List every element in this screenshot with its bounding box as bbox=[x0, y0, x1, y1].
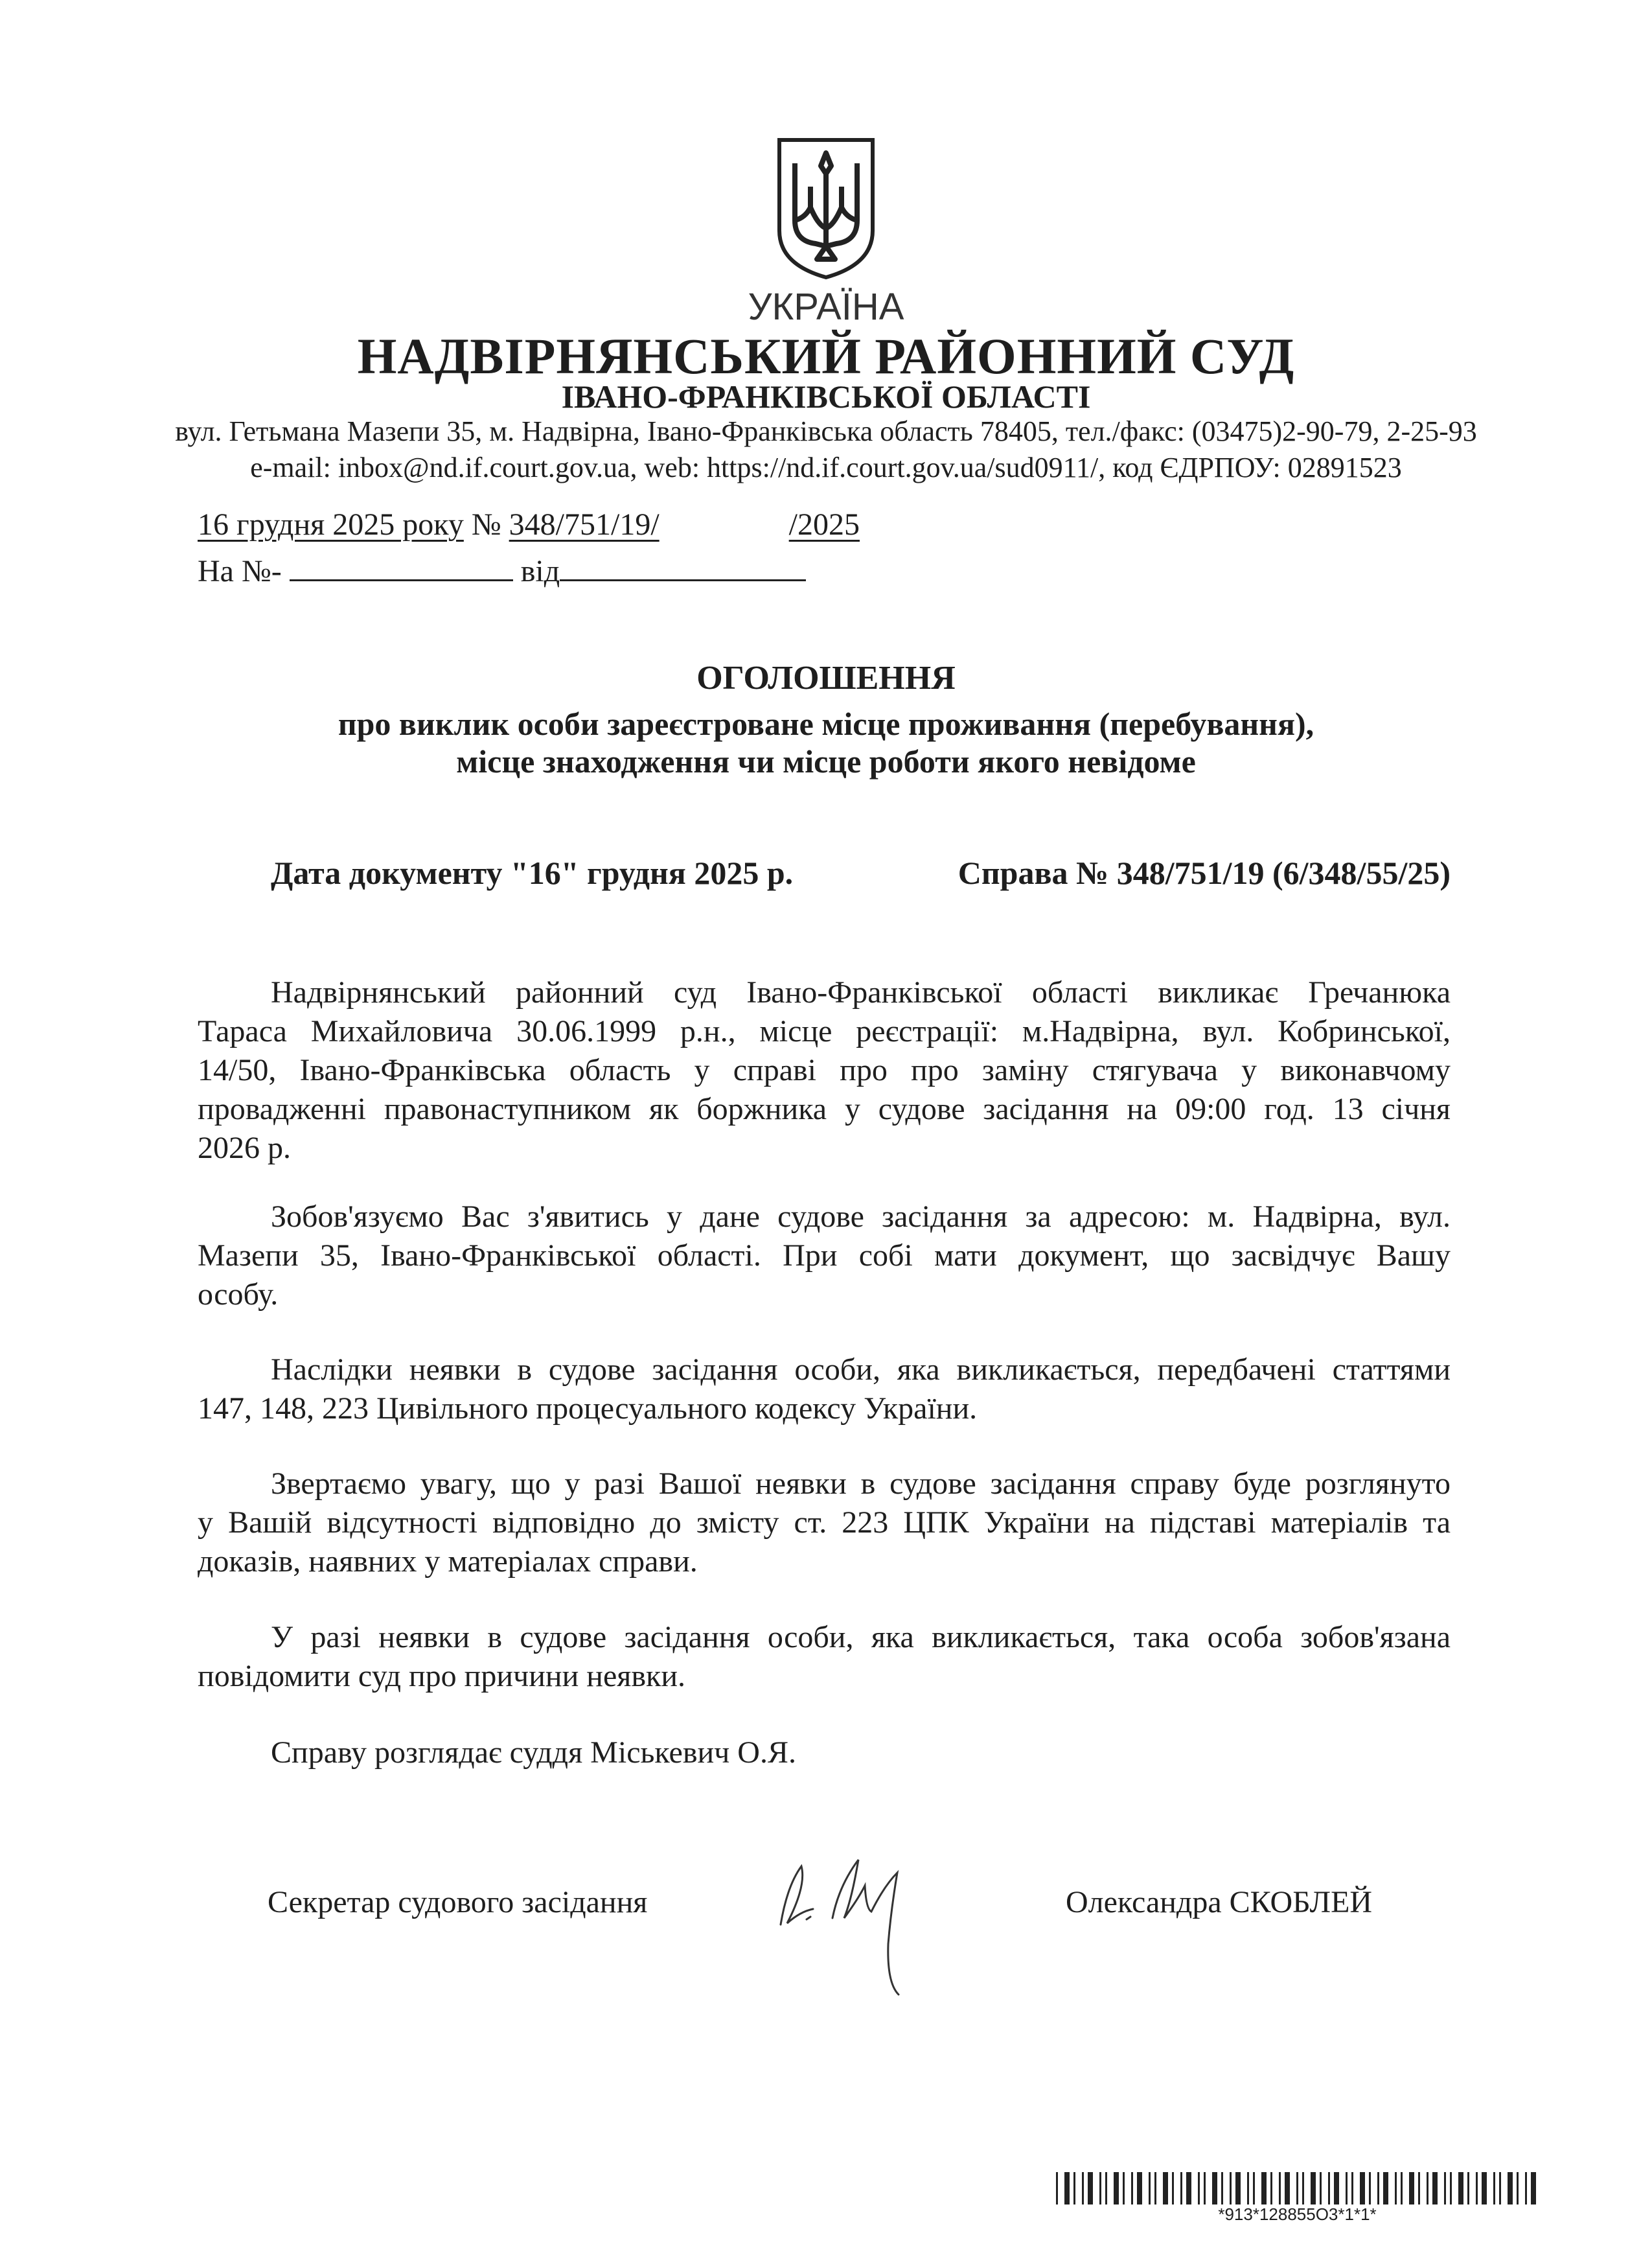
text-line: 147, 148, 223 Цивільного процесуального кодексу України. bbox=[198, 1391, 978, 1426]
from-label: від bbox=[520, 554, 560, 588]
text-line: провадженні правонаступником як боржника у судове засідання на 09:00 год. 13 січня bbox=[198, 1092, 1451, 1126]
document-title: ОГОЛОШЕННЯ bbox=[696, 660, 956, 697]
barcode-bar bbox=[1056, 2172, 1058, 2204]
paragraph-judge bbox=[198, 1733, 1451, 1772]
barcode-bar bbox=[1082, 2172, 1084, 2204]
country-name: УКРАЇНА bbox=[748, 286, 904, 328]
document-subtitle-line-2: місце знаходження чи місце роботи якого невідоме bbox=[456, 743, 1196, 780]
barcode-bar bbox=[1114, 2172, 1119, 2204]
barcode-bar bbox=[1163, 2172, 1168, 2204]
text-line: У разі неявки в судове засідання особи, яка викликається, така особа зобов'язана bbox=[271, 1620, 1451, 1654]
barcode-bar bbox=[1458, 2172, 1463, 2204]
barcode-bar bbox=[1247, 2172, 1249, 2204]
text-line: Наслідки неявки в судове засідання особи, яка викликається, передбачені статтями bbox=[271, 1352, 1451, 1387]
text-line: повідомити суд про причини неявки. bbox=[198, 1659, 685, 1693]
barcode-bar bbox=[1499, 2172, 1501, 2204]
barcode-bar bbox=[1493, 2172, 1495, 2204]
barcode-bar bbox=[1450, 2172, 1452, 2204]
barcode-bar bbox=[1221, 2172, 1223, 2204]
barcode-bar bbox=[1360, 2172, 1365, 2204]
barcode-bar bbox=[1212, 2172, 1217, 2204]
barcode-bar bbox=[1296, 2172, 1298, 2204]
paragraph-notice bbox=[198, 1464, 1451, 1581]
barcode-bar bbox=[1073, 2172, 1075, 2204]
coat-of-arms-icon bbox=[774, 135, 878, 283]
in-reply-number-blank bbox=[290, 555, 513, 581]
barcode-bar bbox=[1270, 2172, 1272, 2204]
barcode-bar bbox=[1154, 2172, 1156, 2204]
barcode-bar bbox=[1302, 2172, 1304, 2204]
reference-date: 16 грудня 2025 року bbox=[198, 507, 464, 542]
number-sign: № bbox=[471, 507, 501, 542]
barcode-bar bbox=[1377, 2172, 1379, 2204]
barcode-bar bbox=[1180, 2172, 1182, 2204]
barcode-bar bbox=[1395, 2172, 1397, 2204]
paragraph-absence bbox=[198, 1618, 1451, 1696]
court-name: НАДВІРНЯНСЬКИЙ РАЙОННИЙ СУД bbox=[357, 328, 1295, 384]
barcode-bar bbox=[1409, 2172, 1414, 2204]
text-line: Мазепи 35, Івано-Франківської області. При собі мати документ, що засвідчує Вашу bbox=[198, 1238, 1451, 1273]
text-line: Тараса Михайловича 30.06.1999 р.н., місце реєстрації: м.Надвірна, вул. Кобринської, bbox=[198, 1014, 1451, 1048]
barcode-bar bbox=[1444, 2172, 1446, 2204]
document-date: Дата документу "16" грудня 2025 р. bbox=[271, 855, 794, 891]
paragraph-summons bbox=[198, 973, 1451, 1168]
barcode-bar bbox=[1279, 2172, 1281, 2204]
barcode-bar bbox=[1198, 2172, 1200, 2204]
from-date-blank bbox=[560, 555, 806, 581]
text-line: 2026 р. bbox=[198, 1131, 291, 1165]
paragraph-consequences bbox=[198, 1350, 1451, 1428]
in-reply-label: На №- bbox=[198, 554, 282, 588]
text-line: особу. bbox=[198, 1277, 279, 1312]
text-line: Зобов'язуємо Вас з'явитись у дане судове засідання за адресою: м. Надвірна, вул. bbox=[271, 1199, 1451, 1234]
court-region: ІВАНО-ФРАНКІВСЬКОЇ ОБЛАСТІ bbox=[561, 378, 1091, 415]
barcode-bar bbox=[1351, 2172, 1353, 2204]
barcode-bar bbox=[1418, 2172, 1420, 2204]
barcode-text: *913*128855O3*1*1* bbox=[1218, 2204, 1377, 2224]
document-barcode bbox=[1056, 2172, 1539, 2204]
barcode-bar bbox=[1261, 2172, 1267, 2204]
barcode-bar bbox=[1328, 2172, 1330, 2204]
court-address: вул. Гетьмана Мазепи 35, м. Надвірна, Івано-Франківська область 78405, тел./факс: (03475)2-90-79, 2-25-93 bbox=[175, 415, 1477, 447]
barcode-bar bbox=[1137, 2172, 1142, 2204]
barcode-bar bbox=[1401, 2172, 1403, 2204]
text-line: у Вашій відсутності відповідно до змісту ст. 223 ЦПК України на підставі матеріалів та bbox=[198, 1505, 1451, 1540]
signatory-name: Олександра СКОБЛЕЙ bbox=[1066, 1885, 1373, 1919]
barcode-bar bbox=[1311, 2172, 1316, 2204]
barcode-bar bbox=[1253, 2172, 1255, 2204]
barcode-bar bbox=[1334, 2172, 1339, 2204]
court-contacts: e-mail: inbox@nd.if.court.gov.ua, web: https://nd.if.court.gov.ua/sud0911/, код ЄДРПОУ: 02891523 bbox=[250, 452, 1402, 483]
barcode-bar bbox=[1531, 2172, 1536, 2204]
text-line: доказів, наявних у матеріалах справи. bbox=[198, 1544, 698, 1579]
barcode-bar bbox=[1105, 2172, 1107, 2204]
barcode-bar bbox=[1204, 2172, 1206, 2204]
barcode-bar bbox=[1099, 2172, 1101, 2204]
barcode-bar bbox=[1346, 2172, 1348, 2204]
barcode-bar bbox=[1369, 2172, 1371, 2204]
barcode-bar bbox=[1427, 2172, 1428, 2204]
barcode-bar bbox=[1476, 2172, 1478, 2204]
barcode-bar bbox=[1482, 2172, 1487, 2204]
barcode-bar bbox=[1064, 2172, 1070, 2204]
barcode-bar bbox=[1525, 2172, 1527, 2204]
text-line: Справу розглядає суддя Міськевич О.Я. bbox=[271, 1735, 796, 1770]
text-line: Звертаємо увагу, що у разі Вашої неявки в судове засідання справу буде розглянуто bbox=[271, 1466, 1451, 1501]
signatory-position: Секретар судового засідання bbox=[268, 1885, 648, 1919]
barcode-bar bbox=[1467, 2172, 1469, 2204]
barcode-bar bbox=[1508, 2172, 1513, 2204]
text-line: Надвірнянський районний суд Івано-Франківської області викликає Гречанюка bbox=[271, 975, 1451, 1010]
case-number: Справа № 348/751/19 (6/348/55/25) bbox=[958, 855, 1451, 891]
barcode-bar bbox=[1432, 2172, 1438, 2204]
barcode-bar bbox=[1172, 2172, 1174, 2204]
barcode-bar bbox=[1186, 2172, 1191, 2204]
incoming-reference bbox=[198, 553, 806, 589]
barcode-bar bbox=[1230, 2172, 1232, 2204]
barcode-bar bbox=[1285, 2172, 1290, 2204]
barcode-bar bbox=[1517, 2172, 1519, 2204]
document-subtitle-line-1: про виклик особи зареєстроване місце проживання (перебування), bbox=[338, 706, 1314, 742]
handwritten-signature bbox=[761, 1847, 943, 1999]
outgoing-reference bbox=[198, 507, 860, 542]
barcode-bar bbox=[1320, 2172, 1322, 2204]
text-line: 14/50, Івано-Франківська область у справі про про заміну стягувача у виконавчому bbox=[198, 1053, 1451, 1087]
barcode-bar bbox=[1383, 2172, 1388, 2204]
barcode-bar bbox=[1235, 2172, 1241, 2204]
barcode-bar bbox=[1131, 2172, 1133, 2204]
barcode-bar bbox=[1088, 2172, 1093, 2204]
reference-number-prefix: 348/751/19/ bbox=[509, 507, 660, 542]
barcode-bar bbox=[1149, 2172, 1151, 2204]
reference-number-suffix: /2025 bbox=[788, 507, 860, 542]
barcode-bar bbox=[1123, 2172, 1125, 2204]
paragraph-obligation bbox=[198, 1198, 1451, 1314]
